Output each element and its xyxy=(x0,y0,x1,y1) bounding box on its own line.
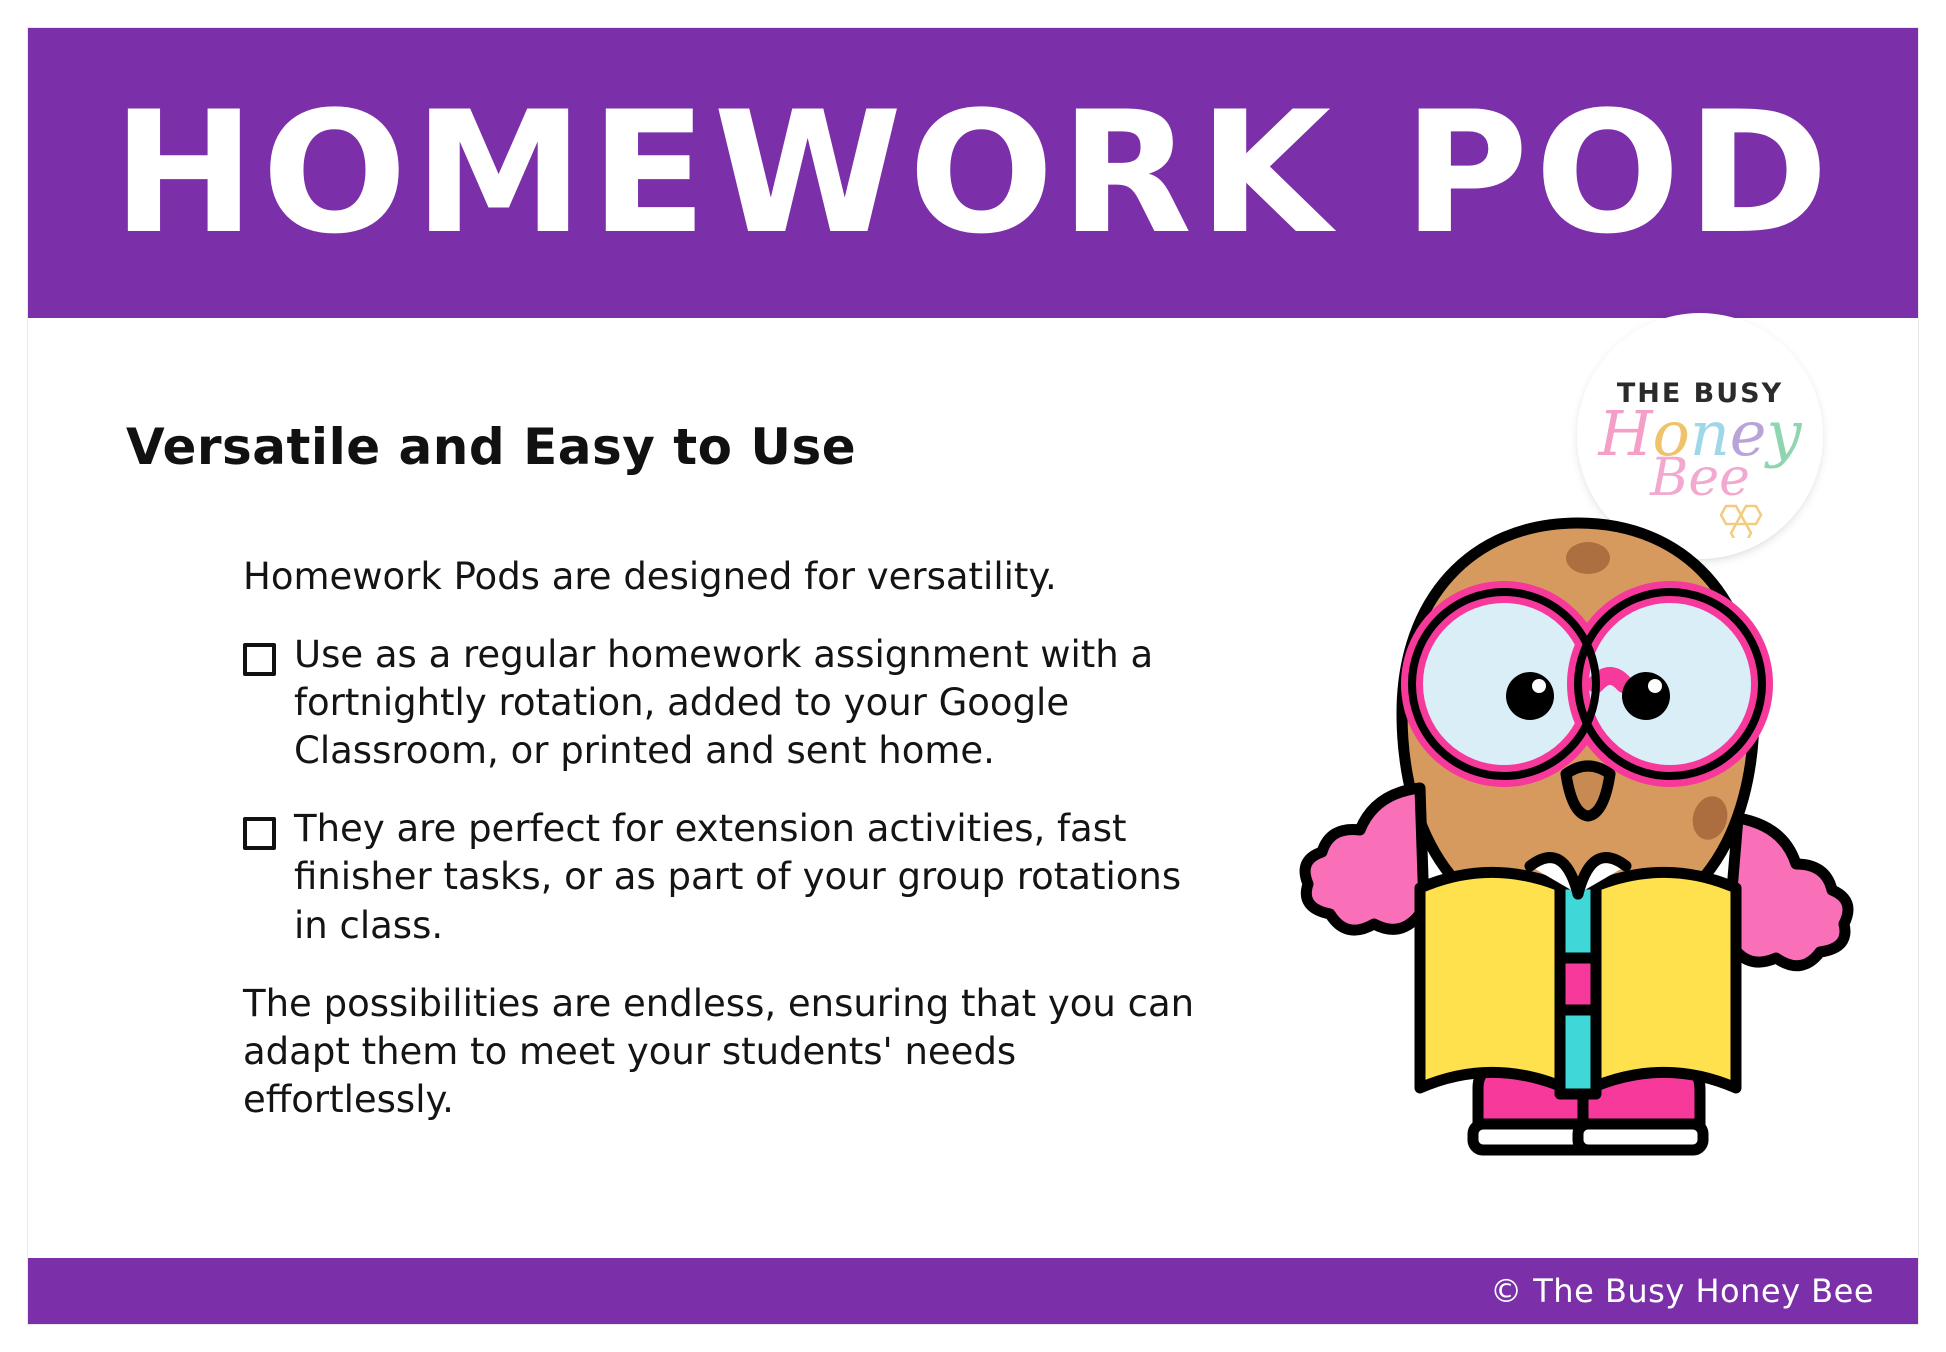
content-block xyxy=(243,553,1203,1154)
intro-paragraph: Homework Pods are designed for versatility. xyxy=(243,555,1057,598)
section-subtitle: Versatile and Easy to Use xyxy=(126,418,857,476)
brand-logo-main-text: Honey xyxy=(1598,396,1802,470)
header-band xyxy=(28,28,1918,318)
page-title: HOMEWORK POD xyxy=(111,75,1835,271)
list-item xyxy=(243,631,1203,775)
owl-reading-book-illustration xyxy=(1298,488,1858,1188)
body-area xyxy=(28,318,1918,1258)
copyright-text: © The Busy Honey Bee xyxy=(1490,1272,1874,1310)
slide xyxy=(28,28,1918,1324)
list-item xyxy=(243,805,1203,949)
list-item-label: Use as a regular homework assignment with a fortnightly rotation, added to your Google Classroom, or printed and sent home. xyxy=(294,633,1154,773)
checkbox-icon xyxy=(243,817,276,850)
closing-paragraph: The possibilities are endless, ensuring that you can adapt them to meet your students' needs effortlessly. xyxy=(243,981,1195,1121)
brand-logo-top-text: THE BUSY xyxy=(1616,377,1784,409)
brand-logo-sub-text: Bee xyxy=(1650,448,1750,509)
list-item-label: They are perfect for extension activities, fast finisher tasks, or as part of your group rotations in class. xyxy=(294,807,1182,947)
footer-band xyxy=(28,1258,1918,1324)
checkbox-icon xyxy=(243,643,276,676)
